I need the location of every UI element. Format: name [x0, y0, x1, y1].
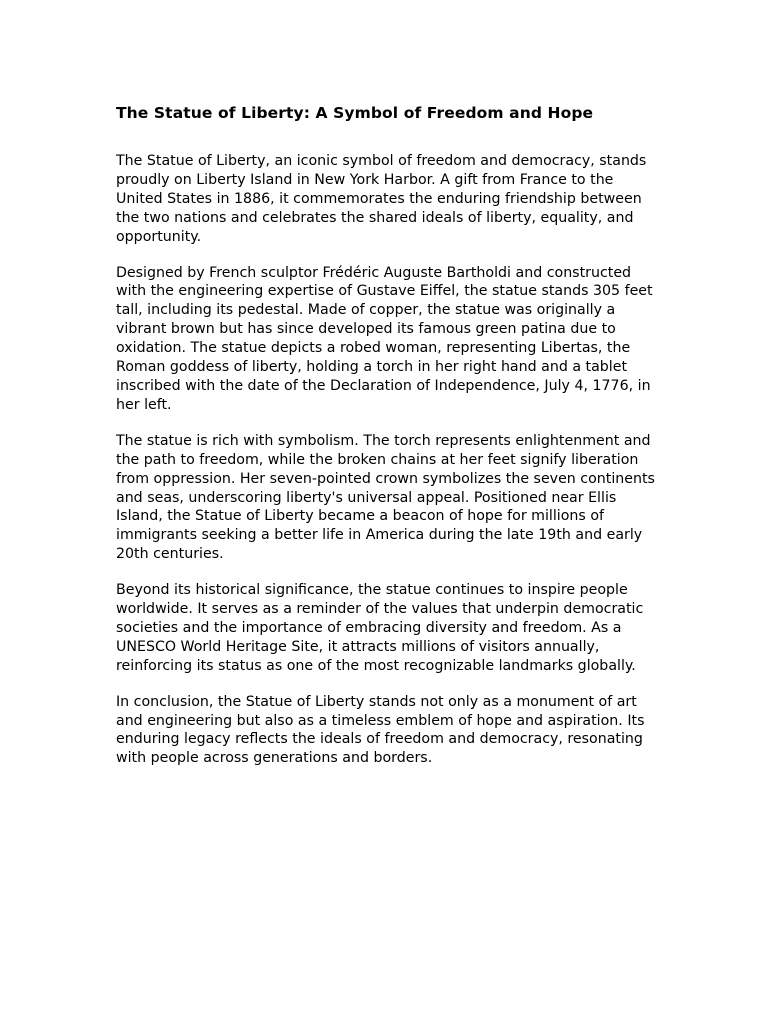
paragraph-4: Beyond its historical significance, the statue continues to inspire people worldwide. It serves as a reminder of the values that underpin democratic societies and the importance of embracing diversity and freedom. As a UNESCO World Heritage Site, it attracts millions of visitors annually, reinforcing its status as one of the most recognizable landmarks globally. [116, 582, 644, 674]
document-title: The Statue of Liberty: A Symbol of Freedom and Hope [116, 104, 594, 122]
paragraph-3: The statue is rich with symbolism. The torch represents enlightenment and the path to freedom, while the broken chains at her feet signify liberation from oppression. Her seven-pointed crown symbolizes the seven continents and seas, underscoring liberty's universal appeal. Positioned near Ellis Island, the Statue of Liberty became a beacon of hope for millions of immigrants seeking a better life in America during the late 19th and early 20th centuries. [116, 432, 655, 563]
paragraph-1: The Statue of Liberty, an iconic symbol of freedom and democracy, stands proudly on Liberty Island in New York Harbor. A gift from France to the United States in 1886, it commemorates the enduring friendship between the two nations and celebrates the shared ideals of liberty, equality, and opportunity. [116, 153, 647, 245]
paragraph-2: Designed by French sculptor Frédéric Auguste Bartholdi and constructed with the engineering expertise of Gustave Eiffel, the statue stands 305 feet tall, including its pedestal. Made of copper, the statue was originally a vibrant brown but has since developed its famous green patina due to oxidation. The statue depicts a robed woman, representing Libertas, the Roman goddess of liberty, holding a torch in her right hand and a tablet inscribed with the date of the Declaration of Independence, July 4, 1776, in her left. [116, 264, 653, 413]
document-body [116, 102, 656, 785]
paragraph-5: In conclusion, the Statue of Liberty stands not only as a monument of art and engineering but also as a timeless emblem of hope and aspiration. Its enduring legacy reflects the ideals of freedom and democracy, resonating with people across generations and borders. [116, 693, 645, 767]
